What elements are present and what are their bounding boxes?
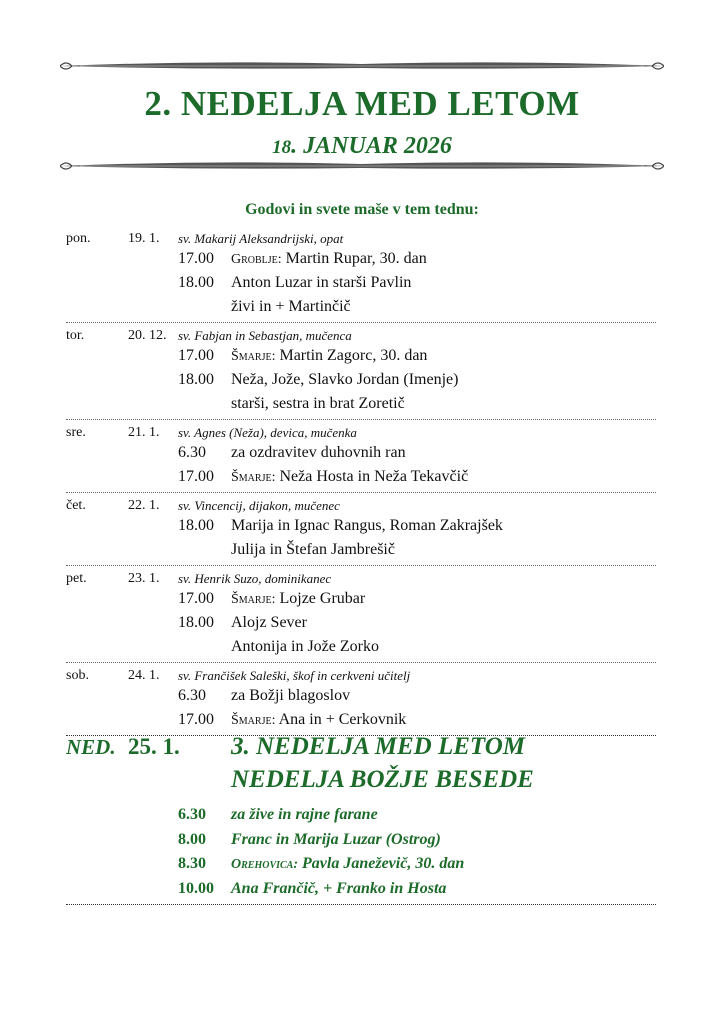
mass-time: 17.00 <box>178 590 214 607</box>
mass-row <box>66 442 656 466</box>
mass-intention: Marija in Ignac Rangus, Roman Zakrajšek <box>231 517 503 534</box>
day-header-row <box>66 568 656 588</box>
mass-row <box>66 466 656 490</box>
sunday-title-line2: NEDELJA BOŽJE BESEDE <box>231 766 534 793</box>
sunday-mass-row <box>66 880 656 904</box>
sunday-mass-time: 6.30 <box>178 806 206 823</box>
mass-intention: Neža Hosta in Neža Tekavčič <box>279 468 469 485</box>
day-header-row <box>66 325 656 345</box>
mass-text <box>231 590 365 608</box>
sunday-date: 25. 1. <box>128 734 180 759</box>
mass-time: 17.00 <box>178 468 214 485</box>
day-block <box>66 323 656 420</box>
mass-text <box>231 274 411 292</box>
day-header-row <box>66 422 656 442</box>
mass-text <box>231 298 351 316</box>
mass-row <box>66 515 656 539</box>
mass-row <box>66 612 656 636</box>
sunday-mass-text <box>231 880 446 898</box>
day-date: 19. 1. <box>128 231 160 246</box>
mass-intention: Alojz Sever <box>231 614 307 631</box>
section-heading: Godovi in svete maše v tem tednu: <box>245 201 479 218</box>
mass-intention: Lojze Grubar <box>279 590 366 607</box>
day-header-row <box>66 495 656 515</box>
page-title: 2. NEDELJA MED LETOM <box>144 84 580 123</box>
mass-location: Šmarje: <box>231 592 276 607</box>
subtitle-day: 18 <box>272 137 292 158</box>
mass-row <box>66 539 656 563</box>
mass-text <box>231 517 503 535</box>
day-date: 21. 1. <box>128 425 160 440</box>
day-name: sob. <box>66 668 89 683</box>
sunday-mass-intention: Pavla Janeževič, 30. dan <box>302 855 465 872</box>
mass-time: 6.30 <box>178 444 206 461</box>
mass-intention: Julija in Štefan Jambrešič <box>231 541 395 558</box>
mass-text <box>231 711 406 729</box>
day-date: 24. 1. <box>128 668 160 683</box>
mass-text <box>231 541 395 559</box>
sunday-mass-text <box>231 806 378 824</box>
saint-name: sv. Agnes (Neža), devica, mučenka <box>178 425 357 440</box>
weekly-schedule <box>66 226 656 736</box>
sunday-mass-time: 8.00 <box>178 830 206 848</box>
mass-location: Šmarje: <box>231 349 276 364</box>
mass-intention: Ana in + Cerkovnik <box>278 711 407 728</box>
mass-intention: Martin Rupar, 30. dan <box>285 250 427 267</box>
page-subtitle <box>0 133 724 160</box>
mass-intention: Anton Luzar in starši Pavlin <box>231 274 412 291</box>
sunday-day-label: NED. <box>66 735 116 759</box>
saint-name: sv. Makarij Aleksandrijski, opat <box>178 231 344 246</box>
saint-name: sv. Frančišek Saleški, škof in cerkveni učitelj <box>178 668 411 683</box>
mass-row <box>66 369 656 393</box>
day-header-row <box>66 665 656 685</box>
mass-text <box>231 687 350 705</box>
mass-intention: živi in + Martinčič <box>231 298 351 315</box>
mass-time: 18.00 <box>178 274 214 291</box>
mass-row <box>66 685 656 709</box>
day-header-row <box>66 228 656 248</box>
sunday-mass-intention: Franc in Marija Luzar (Ostrog) <box>231 830 441 848</box>
mass-text <box>231 347 427 365</box>
sunday-block <box>66 728 656 905</box>
top-ornament-divider <box>60 58 664 74</box>
mass-row <box>66 345 656 369</box>
mass-text <box>231 444 406 462</box>
sunday-mass-intention: za žive in rajne farane <box>231 806 378 823</box>
sunday-mass-text <box>231 855 464 873</box>
sunday-mass-row <box>66 831 656 855</box>
sunday-mass-location: Orehovica: <box>231 857 299 872</box>
mass-row <box>66 636 656 660</box>
mass-text <box>231 395 405 413</box>
saint-name: sv. Fabjan in Sebastjan, mučenca <box>178 328 352 343</box>
mass-time: 17.00 <box>178 711 214 728</box>
day-date: 22. 1. <box>128 498 160 513</box>
sunday-mass-time: 10.00 <box>178 879 214 897</box>
day-date: 23. 1. <box>128 571 160 586</box>
sunday-title-line1: 3. NEDELJA MED LETOM <box>231 733 526 760</box>
day-block <box>66 663 656 736</box>
mass-text <box>231 614 307 632</box>
sunday-mass-text <box>231 831 441 849</box>
day-date: 20. 12. <box>128 328 167 343</box>
mass-text <box>231 468 468 486</box>
mass-time: 18.00 <box>178 614 214 631</box>
day-name: pon. <box>66 231 91 246</box>
mass-text <box>231 638 379 656</box>
mass-row <box>66 296 656 320</box>
subtitle-month-year: . JANUAR 2026 <box>291 133 452 159</box>
day-block <box>66 226 656 323</box>
day-name: sre. <box>66 425 86 440</box>
bottom-ornament-divider <box>60 158 664 174</box>
sunday-mass-intention: Ana Frančič, + Franko in Hosta <box>231 879 447 897</box>
mass-time: 6.30 <box>178 687 206 704</box>
mass-intention: starši, sestra in brat Zoretič <box>231 395 405 412</box>
mass-location: Šmarje: <box>231 713 276 728</box>
sunday-mass-row <box>66 855 656 879</box>
mass-intention: Martin Zagorc, 30. dan <box>279 347 428 364</box>
saint-name: sv. Vincencij, dijakon, mučenec <box>178 498 340 513</box>
mass-row <box>66 588 656 612</box>
day-name: tor. <box>66 328 85 343</box>
mass-row <box>66 272 656 296</box>
mass-intention: za ozdravitev duhovnih ran <box>231 444 406 461</box>
mass-intention: Neža, Jože, Slavko Jordan (Imenje) <box>231 371 459 388</box>
sunday-mass-time: 8.30 <box>178 855 206 872</box>
mass-intention: Antonija in Jože Zorko <box>231 638 379 655</box>
mass-time: 17.00 <box>178 250 214 267</box>
mass-time: 17.00 <box>178 347 214 364</box>
day-block <box>66 493 656 566</box>
sunday-mass-row <box>66 806 656 830</box>
mass-text <box>231 371 458 389</box>
day-block <box>66 420 656 493</box>
mass-row <box>66 248 656 272</box>
day-block <box>66 566 656 663</box>
mass-time: 18.00 <box>178 517 214 534</box>
mass-text <box>231 250 427 268</box>
mass-location: Šmarje: <box>231 470 276 485</box>
day-name: čet. <box>66 498 86 513</box>
saint-name: sv. Henrik Suzo, dominikanec <box>178 571 332 586</box>
mass-location: Groblje: <box>231 252 282 267</box>
mass-row <box>66 393 656 417</box>
mass-time: 18.00 <box>178 371 214 388</box>
mass-intention: za Božji blagoslov <box>231 687 351 704</box>
day-name: pet. <box>66 571 87 586</box>
